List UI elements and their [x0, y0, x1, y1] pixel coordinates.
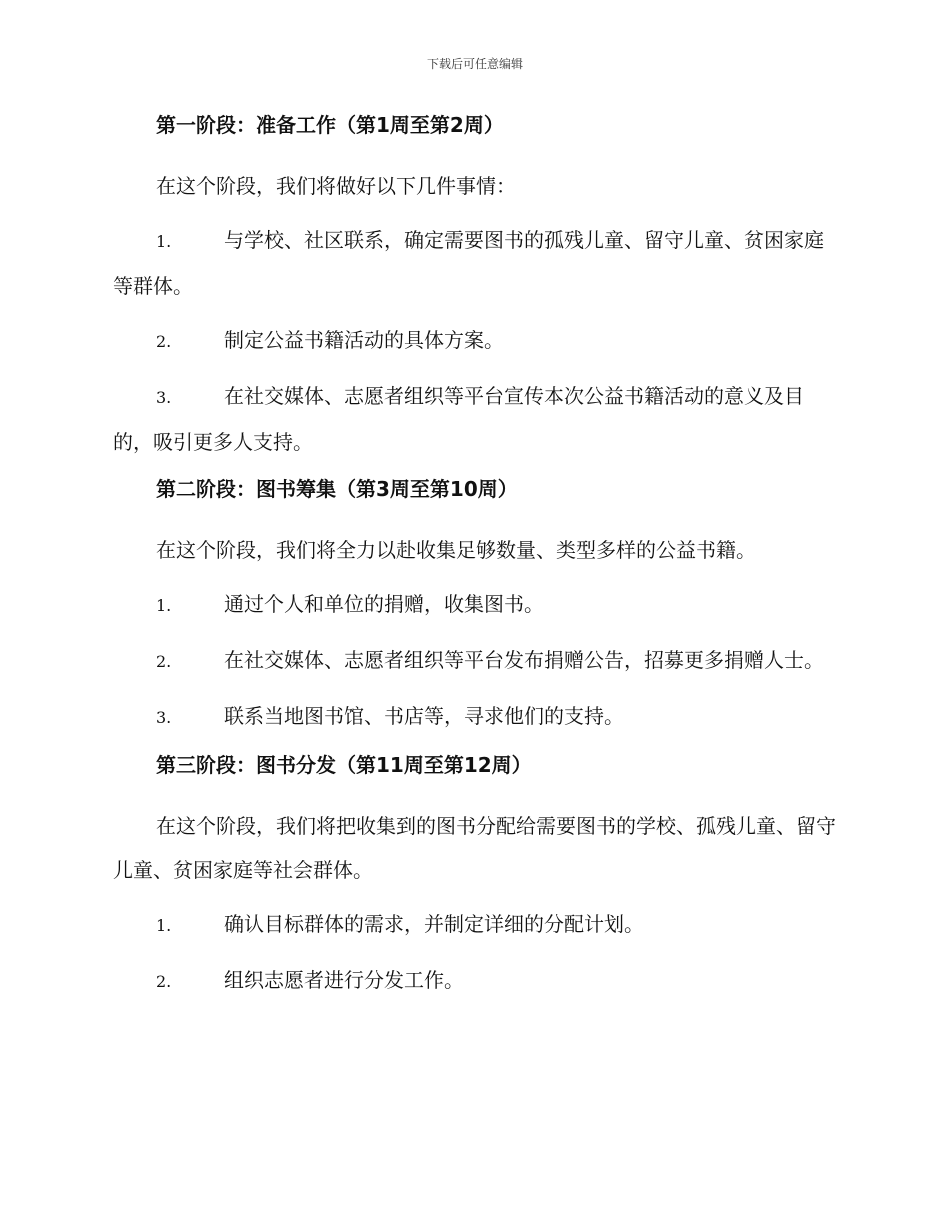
list-item	[113, 958, 838, 1004]
section-heading: 第二阶段：图书筹集（第3周至第10周）	[156, 477, 518, 501]
list-number: 2.	[156, 652, 172, 671]
list-item	[113, 582, 838, 628]
list-number: 3.	[156, 708, 172, 727]
list-text: 与学校、社区联系，确定需要图书的孤残儿童、留守儿童、贫困家庭等群体。	[113, 228, 824, 298]
section-intro: 在这个阶段，我们将做好以下几件事情：	[156, 174, 516, 198]
list-item	[113, 638, 838, 684]
list-text: 组织志愿者进行分发工作。	[224, 968, 464, 992]
list-item	[113, 218, 838, 308]
list-item	[113, 902, 838, 948]
list-text: 联系当地图书馆、书店等，寻求他们的支持。	[224, 704, 624, 728]
section-heading: 第三阶段：图书分发（第11周至第12周）	[156, 753, 532, 777]
list-number: 3.	[156, 388, 172, 407]
list-number: 1.	[156, 232, 172, 251]
section-2	[113, 474, 838, 740]
section-heading: 第一阶段：准备工作（第1周至第2周）	[156, 113, 504, 137]
list-text: 通过个人和单位的捐赠，收集图书。	[224, 592, 544, 616]
list-text: 确认目标群体的需求，并制定详细的分配计划。	[224, 912, 644, 936]
list-number: 1.	[156, 596, 172, 615]
list-text: 在社交媒体、志愿者组织等平台宣传本次公益书籍活动的意义及目的，吸引更多人支持。	[113, 384, 804, 454]
list-number: 1.	[156, 916, 172, 935]
page-header: 下载后可任意编辑	[426, 57, 523, 71]
list-item	[113, 694, 838, 740]
list-number: 2.	[156, 332, 172, 351]
list-text: 在社交媒体、志愿者组织等平台发布捐赠公告，招募更多捐赠人士。	[224, 648, 824, 672]
section-3	[113, 750, 838, 1004]
document-body	[113, 110, 838, 1014]
section-1	[113, 110, 838, 464]
list-item	[113, 318, 838, 364]
list-item	[113, 374, 838, 464]
list-text: 制定公益书籍活动的具体方案。	[224, 328, 504, 352]
list-number: 2.	[156, 972, 172, 991]
section-intro: 在这个阶段，我们将把收集到的图书分配给需要图书的学校、孤残儿童、留守儿童、贫困家庭等社会群体。	[113, 814, 836, 882]
section-intro: 在这个阶段，我们将全力以赴收集足够数量、类型多样的公益书籍。	[156, 538, 756, 562]
